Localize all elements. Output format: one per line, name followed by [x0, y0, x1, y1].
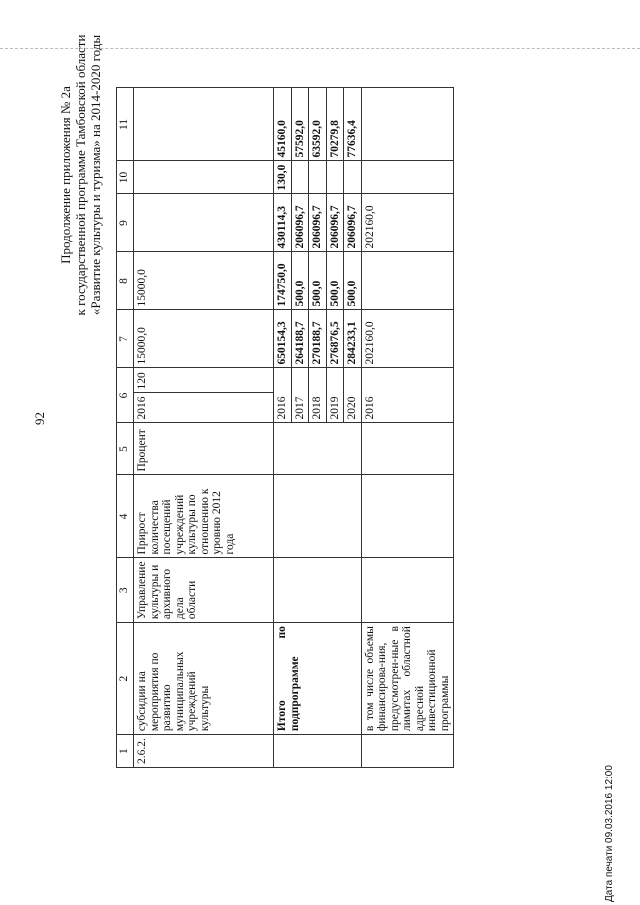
including-row — [361, 88, 454, 768]
row-value: 120 — [134, 368, 274, 393]
col-num-2: 2 — [117, 623, 134, 735]
total-year: 2019 — [326, 368, 344, 423]
total-col10 — [309, 161, 327, 194]
total-col11: 57592,0 — [291, 88, 309, 161]
appendix-header — [58, 5, 103, 345]
total-col11: 77636,4 — [344, 88, 362, 161]
col-num-7: 7 — [117, 310, 134, 368]
col-num-6: 6 — [117, 368, 134, 423]
column-numbers-row — [117, 88, 134, 768]
row-name: субсидии на мероприятия по развитию муниципальных учреждений культуры — [134, 623, 274, 735]
total-col10 — [344, 161, 362, 194]
row-col8: 15000,0 — [134, 252, 274, 310]
row-year: 2016 — [134, 393, 274, 423]
col-num-11: 11 — [117, 88, 134, 161]
total-col7: 650154,3 — [274, 310, 292, 368]
table-row — [134, 88, 274, 768]
header-line-2: к государственной программе Тамбовской области — [73, 34, 88, 316]
total-col9: 206096,7 — [326, 194, 344, 252]
col-num-5: 5 — [117, 423, 134, 475]
total-col8: 500,0 — [309, 252, 327, 310]
total-col11: 45160,0 — [274, 88, 292, 161]
col-num-10: 10 — [117, 161, 134, 194]
total-col7: 264188,7 — [291, 310, 309, 368]
total-col10: 130,0 — [274, 161, 292, 194]
total-year: 2017 — [291, 368, 309, 423]
total-col9: 206096,7 — [344, 194, 362, 252]
total-col10 — [326, 161, 344, 194]
including-col9: 202160,0 — [361, 194, 454, 252]
total-col9: 430114,3 — [274, 194, 292, 252]
total-year: 2020 — [344, 368, 362, 423]
print-date: Дата печати 09.03.2016 12:00 — [604, 765, 615, 902]
total-year: 2016 — [274, 368, 292, 423]
total-col7: 284233,1 — [344, 310, 362, 368]
total-col9: 206096,7 — [291, 194, 309, 252]
col-num-4: 4 — [117, 475, 134, 558]
total-label — [274, 623, 362, 735]
col-num-9: 9 — [117, 194, 134, 252]
col-num-8: 8 — [117, 252, 134, 310]
total-label-c: подпрограмме — [288, 656, 301, 732]
row-executor: Управление культуры и архивного дела области — [134, 558, 274, 623]
total-col7: 270188,7 — [309, 310, 327, 368]
total-label-a: Итого — [276, 700, 288, 732]
including-col7: 202160,0 — [361, 310, 454, 368]
col-num-3: 3 — [117, 558, 134, 623]
col-num-1: 1 — [117, 735, 134, 768]
total-row — [274, 88, 292, 768]
row-unit: Процент — [134, 423, 274, 475]
total-col10 — [291, 161, 309, 194]
including-label: в том числе объемы финансирова-ния, предусмотрен-ные в лимитах областной адресной инвестиционной программы — [361, 623, 454, 735]
total-col8: 174750,0 — [274, 252, 292, 310]
header-line-1: Продолжение приложения № 2а — [58, 86, 73, 264]
total-col8: 500,0 — [291, 252, 309, 310]
including-year: 2016 — [361, 368, 454, 423]
row-col7: 15000,0 — [134, 310, 274, 368]
total-col7: 276876,5 — [326, 310, 344, 368]
total-col9: 206096,7 — [309, 194, 327, 252]
row-number: 2.6.2. — [134, 735, 274, 768]
total-col8: 500,0 — [344, 252, 362, 310]
program-table — [116, 87, 454, 768]
row-indicator: Прирост количества посещений учреждений культуры по отношению к уровню 2012 года — [134, 475, 274, 558]
total-col11: 70279,8 — [326, 88, 344, 161]
total-year: 2018 — [309, 368, 327, 423]
total-col8: 500,0 — [326, 252, 344, 310]
total-label-b: по — [276, 626, 288, 639]
header-line-3: «Развитие культуры и туризма» на 2014-2020 годы — [88, 34, 103, 316]
page-number: 92 — [32, 412, 47, 425]
total-col11: 63592,0 — [309, 88, 327, 161]
